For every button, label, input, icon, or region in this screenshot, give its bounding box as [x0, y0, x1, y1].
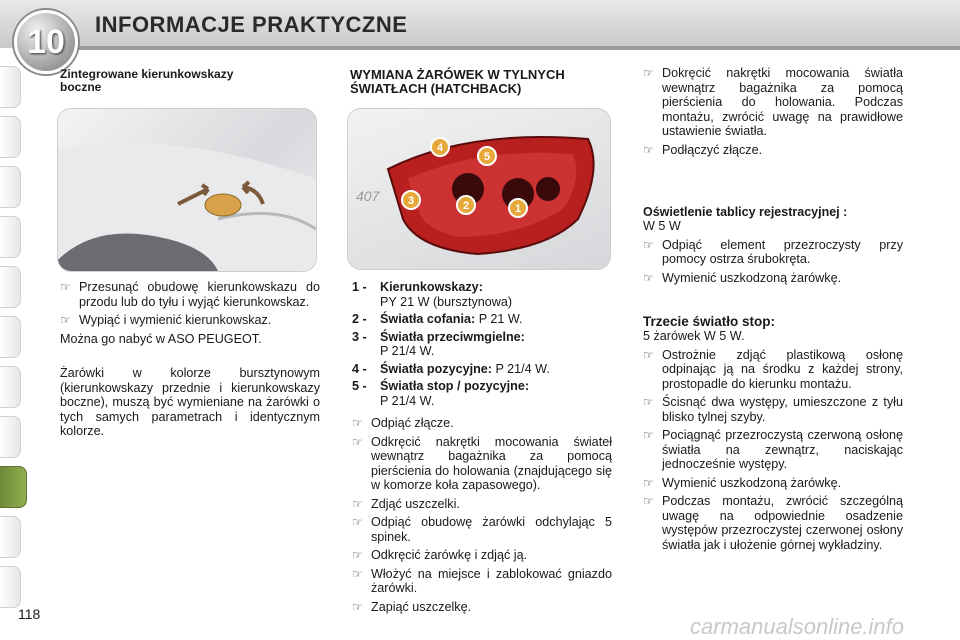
svg-text:3: 3: [407, 195, 415, 207]
instruction-bullet: ☞ Zdjąć uszczelki.: [352, 497, 612, 512]
list-value: P 21/4 W.: [495, 361, 550, 376]
middle-heading-block: [350, 68, 620, 96]
instruction-bullet: ☞ Pociągnąć przezroczystą czerwoną osłonę światła na zewnątrz, naciskając jednocześnie występy.: [643, 428, 903, 472]
callout-4: [431, 138, 449, 156]
heading-line: Zintegrowane kierunkowskazy: [60, 67, 234, 81]
instruction-bullet: ☞ Odpiąć obudowę żarówki odchylając 5 spinek.: [352, 515, 612, 544]
callout-1: [509, 199, 527, 217]
chapter-tab[interactable]: [0, 116, 21, 158]
chapter-badge: [14, 10, 78, 74]
chapter-tab[interactable]: [0, 266, 21, 308]
svg-text:4: 4: [436, 142, 444, 154]
chapter-number: 10: [27, 22, 65, 61]
bulb-list-item: [352, 362, 616, 377]
bulb-list-item: [352, 379, 616, 408]
bulb-list-block: [352, 280, 616, 411]
list-value: P 21/4 W.: [380, 344, 435, 358]
list-value: P 21 W.: [478, 312, 523, 326]
list-label: Światła cofania:: [380, 312, 476, 326]
callout-3: [402, 191, 420, 209]
list-value: P 21/4 W.: [380, 393, 435, 408]
instruction-bullet: ☞ Wypiąć i wymienić kierunkowskaz.: [60, 313, 320, 328]
svg-text:5: 5: [483, 151, 491, 163]
right-top-block: [643, 66, 903, 161]
side-indicator-photo: [57, 108, 317, 272]
list-number: 4 -: [352, 361, 367, 376]
bulb-list-item: [352, 312, 616, 327]
list-number: 1 -: [352, 280, 367, 294]
list-label: Światła pozycyjne:: [380, 361, 492, 376]
left-column-body: [60, 280, 320, 443]
side-indicator-illustration: [58, 109, 316, 271]
chapter-tabs: [0, 66, 30, 616]
instruction-bullet: ☞ Ścisnąć dwa występy, umieszczone z tyłu blisko tylnej szyby.: [643, 395, 903, 424]
list-value: PY 21 W (bursztynowa): [380, 294, 513, 309]
middle-instructions: [352, 416, 612, 618]
chapter-tab[interactable]: [0, 566, 21, 608]
availability-note: Można go nabyć w ASO PEUGEOT.: [60, 331, 262, 346]
chapter-title: INFORMACJE PRAKTYCZNE: [95, 12, 408, 37]
instruction-bullet: ☞ Wymienić uszkodzoną żarówkę.: [643, 476, 903, 491]
list-number: 5 -: [352, 379, 367, 393]
instruction-bullet: ☞ Włożyć na miejsce i zablokować gniazdo żarówki.: [352, 567, 612, 596]
third-stop-heading: Trzecie światło stop:: [643, 314, 776, 329]
instruction-bullet: ☞ Odpiąć złącze.: [352, 416, 612, 431]
chapter-tab[interactable]: [0, 366, 21, 408]
instruction-bullet: ☞ Odkręcić żarówkę i zdjąć ją.: [352, 548, 612, 563]
instruction-bullet: ☞ Zapiąć uszczelkę.: [352, 600, 612, 615]
side-indicator-heading: [60, 68, 322, 94]
instruction-bullet: ☞ Dokręcić nakrętki mocowania światła wewnątrz bagażnika za pomocą pierścienia do holowania. Podczas montażu, zwrócić uwagę na prawidłowe ustawienie światła.: [643, 66, 903, 139]
callout-5: [478, 147, 496, 165]
rear-light-photo: [347, 108, 611, 270]
header-rule: [60, 46, 960, 50]
chapter-tab[interactable]: [0, 416, 21, 458]
chapter-tab[interactable]: [0, 516, 21, 558]
instruction-bullet: ☞ Podczas montażu, zwrócić szczególną uwagę na odpowiednie osadzenie występów przezroczystej czerwonej osłony światła jak i ułożenie górnej wykładziny.: [643, 494, 903, 552]
page-number: 118: [18, 606, 41, 622]
instruction-bullet: ☞ Wymienić uszkodzoną żarówkę.: [643, 271, 903, 286]
plate-light-spec: W 5 W: [643, 219, 681, 233]
model-badge: 407: [356, 188, 380, 204]
svg-text:2: 2: [462, 200, 470, 212]
svg-text:1: 1: [514, 203, 522, 215]
list-label: Kierunkowskazy:: [380, 280, 483, 294]
chapter-tab[interactable]: [0, 66, 21, 108]
third-stop-block: [643, 314, 903, 556]
chapter-tab[interactable]: [0, 166, 21, 208]
watermark: carmanualsonline.info: [690, 614, 905, 639]
heading-line: WYMIANA ŻARÓWEK W TYLNYCH: [350, 67, 565, 82]
instruction-bullet: ☞ Odpiąć element przezroczysty przy pomocy ostrza śrubokręta.: [643, 238, 903, 267]
chapter-tab-active[interactable]: [0, 466, 27, 508]
heading-line: ŚWIATŁACH (HATCHBACK): [350, 81, 522, 96]
third-stop-spec: 5 żarówek W 5 W.: [643, 329, 745, 343]
instruction-bullet: ☞ Podłączyć złącze.: [643, 143, 903, 158]
instruction-bullet: ☞ Przesunąć obudowę kierunkowskazu do przodu lub do tyłu i wyjąć kierunkowskaz.: [60, 280, 320, 309]
heading-line: boczne: [60, 80, 102, 94]
chapter-tab[interactable]: [0, 316, 21, 358]
list-number: 2 -: [352, 312, 367, 326]
plate-light-block: [643, 206, 903, 289]
rear-light-illustration: [348, 109, 610, 269]
list-label: Światła stop / pozycyjne:: [380, 379, 530, 393]
list-number: 3 -: [352, 329, 367, 344]
chapter-tab[interactable]: [0, 216, 21, 258]
instruction-bullet: ☞ Ostrożnie zdjąć plastikową osłonę odpinając ją na środku z każdej strony, prostopadle do kierunku montażu.: [643, 348, 903, 392]
bulb-color-paragraph: Żarówki w kolorze bursztynowym (kierunkowskazy przednie i kierunkowskazy boczne), muszą być wymieniane na żarówki o tych samych parametrach i identycznym kolorze.: [60, 366, 320, 438]
left-column: [60, 68, 322, 94]
list-label: Światła przeciwmgielne:: [380, 329, 525, 344]
bulb-list: [352, 280, 616, 408]
instruction-bullet: ☞ Odkręcić nakrętki mocowania świateł wewnątrz bagażnika za pomocą pierścienia do holowania (znajdującego się w komorze koła zapasowego).: [352, 435, 612, 493]
plate-light-heading: Oświetlenie tablicy rejestracyjnej :: [643, 205, 848, 219]
rear-lights-heading: [350, 68, 620, 96]
callout-2: [457, 196, 475, 214]
bulb-list-item: [352, 330, 616, 359]
bulb-list-item: [352, 280, 616, 309]
